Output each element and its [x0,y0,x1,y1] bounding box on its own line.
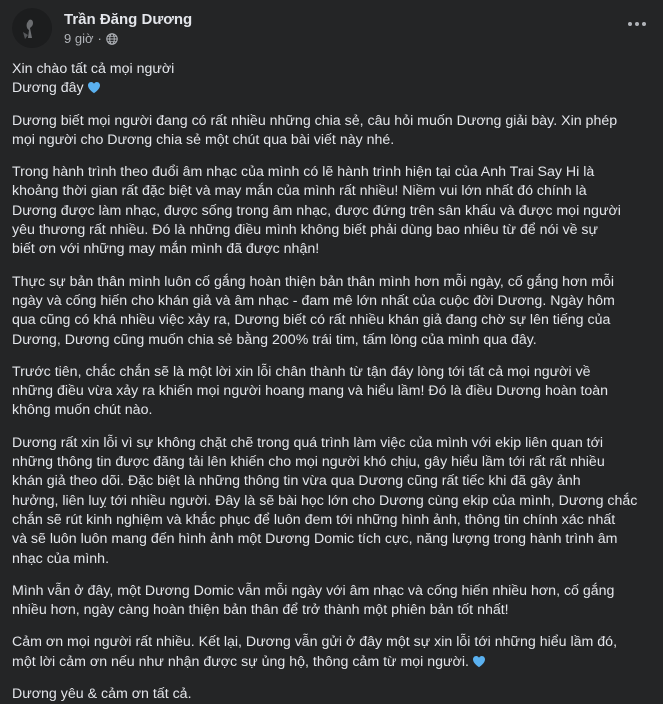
paragraph-line [12,311,648,330]
avatar-image [12,8,52,48]
line-text: biết ơn với những may mắn mình đã được nhận! [12,241,320,258]
paragraph-line [12,582,648,601]
paragraph-line [12,163,648,182]
post-paragraph [12,60,648,99]
post-subline [64,30,192,47]
line-text: những điều vừa xảy ra khiến mọi người hoang mang và hiểu lầm! Đó là điều Dương hoàn toàn [12,383,609,400]
paragraph-line [12,221,648,240]
paragraph-line [12,382,648,401]
line-text: Dương đây [12,80,84,97]
line-text: khán giả theo dõi. Đặc biệt là những thông tin vừa qua Dương cũng rất tiếc khi đã gây ảnh [12,473,581,490]
paragraph-line [12,453,648,472]
post-paragraph [12,112,648,151]
post-meta [64,10,192,47]
line-text: và sẽ luôn luôn mang đến hình ảnh một Dương Domic tích cực, năng lượng trong hành trình âm [12,531,618,548]
paragraph-line [12,273,648,292]
paragraph-line [12,492,648,511]
more-options-button[interactable] [627,14,647,34]
line-text: chắn sẽ rút kinh nghiệm và khắc phục để luôn đem tới những hình ảnh, thông tin chính xác nhất [12,511,616,528]
post-paragraph [12,163,648,259]
line-text: Dương, Dương cũng muốn chia sẻ bằng 200% trái tim, tấm lòng của mình qua đây. [12,331,537,348]
paragraph-line [12,601,648,620]
line-text: Dương biết mọi người đang có rất nhiều những chia sẻ, câu hỏi muốn Dương giải bày. Xin phép [12,112,618,129]
blue-heart-icon [87,81,101,94]
paragraph-line [12,633,648,652]
line-text: Cảm ơn mọi người rất nhiều. Kết lại, Dương vẫn gửi ở đây một sự xin lỗi tới những hiểu lầm đó, [12,634,618,651]
post-body [12,60,648,704]
line-text: Trước tiên, chắc chắn sẽ là một lời xin lỗi chân thành từ tận đáy lòng tới tất cả mọi người về [12,363,591,380]
paragraph-line [12,292,648,311]
post-paragraph [12,633,648,672]
post-header [12,8,651,48]
line-text: Dương được làm nhạc, được sống trong âm nhạc, được đứng trên sân khấu và được mọi người [12,202,621,219]
paragraph-line [12,79,648,98]
paragraph-line [12,434,648,453]
paragraph-line [12,131,648,150]
paragraph-line [12,550,648,569]
paragraph-line [12,331,648,350]
globe-icon[interactable] [106,32,118,44]
post-paragraph [12,685,648,704]
more-options-icon [627,21,647,27]
line-text: Trong hành trình theo đuổi âm nhạc của mình có lẽ hành trình hiện tại của Anh Trai Say Hi là [12,164,595,181]
line-text: không muốn chút nào. [12,402,153,419]
paragraph-line [12,363,648,382]
post-time[interactable]: 9 giờ [64,30,94,46]
line-text: Dương rất xin lỗi vì sự không chặt chẽ trong quá trình làm việc của mình với ekip liên quan tới [12,434,604,451]
line-text: Thực sự bản thân mình luôn cố gắng hoàn thiện bản thân mình hơn mỗi ngày, cố gắng hơn mỗi [12,273,615,290]
post-paragraph [12,273,648,350]
post-paragraph [12,363,648,421]
paragraph-line [12,685,648,704]
paragraph-line [12,472,648,491]
paragraph-line [12,511,648,530]
line-text: Mình vẫn ở đây, một Dương Domic vẫn mỗi ngày với âm nhạc và cống hiến nhiều hơn, cố gắng [12,582,615,599]
meta-separator: · [97,30,102,46]
line-text: mọi người cho Dương chia sẻ một chút qua bài viết này nhé. [12,131,395,148]
line-text: khoảng thời gian rất đặc biệt và may mắn của mình rất nhiều! Niềm vui lớn nhất đó chính là [12,183,587,200]
paragraph-line [12,653,648,672]
post-paragraph [12,582,648,621]
paragraph-line [12,202,648,221]
line-text: một lời cảm ơn nếu như nhận được sự ủng hộ, thông cảm từ mọi người. [12,653,469,670]
line-text: Dương yêu & cảm ơn tất cả. [12,686,192,703]
paragraph-line [12,401,648,420]
post-paragraph [12,434,648,569]
line-text: nhiều hơn, ngày càng hoàn thiện bản thân để trở thành một phiên bản tốt nhất! [12,602,509,619]
line-text: Xin chào tất cả mọi người [12,61,175,77]
line-text: ngày và cống hiến cho khán giả và âm nhạc - đam mê lớn nhất của cuộc đời Dương. Ngày hôm [12,292,615,309]
paragraph-line [12,530,648,549]
line-text: hưởng, liên luỵ tới nhiều người. Đây là sẽ bài học lớn cho Dương cùng ekip của mình, Dương chắc [12,492,638,509]
line-text: những thông tin được đăng tải lên khiến cho mọi người khó chịu, gây hiểu lầm tới rất rất nhiều [12,454,605,471]
line-text: qua cũng có khá nhiều việc xảy ra, Dương biết có rất nhiều khán giả đang chờ sự lên tiếng của [12,312,611,329]
paragraph-line [12,240,648,259]
paragraph-line [12,182,648,201]
blue-heart-icon [472,655,486,668]
author-avatar[interactable] [12,8,52,48]
author-name[interactable]: Trần Đăng Dương [64,10,193,28]
line-text: nhạc của mình. [12,550,110,567]
paragraph-line [12,60,648,79]
paragraph-line [12,112,648,131]
line-text: yêu thương rất nhiều. Đó là những điều mình không biết phải dùng bao nhiêu từ để nói về sự [12,222,599,239]
